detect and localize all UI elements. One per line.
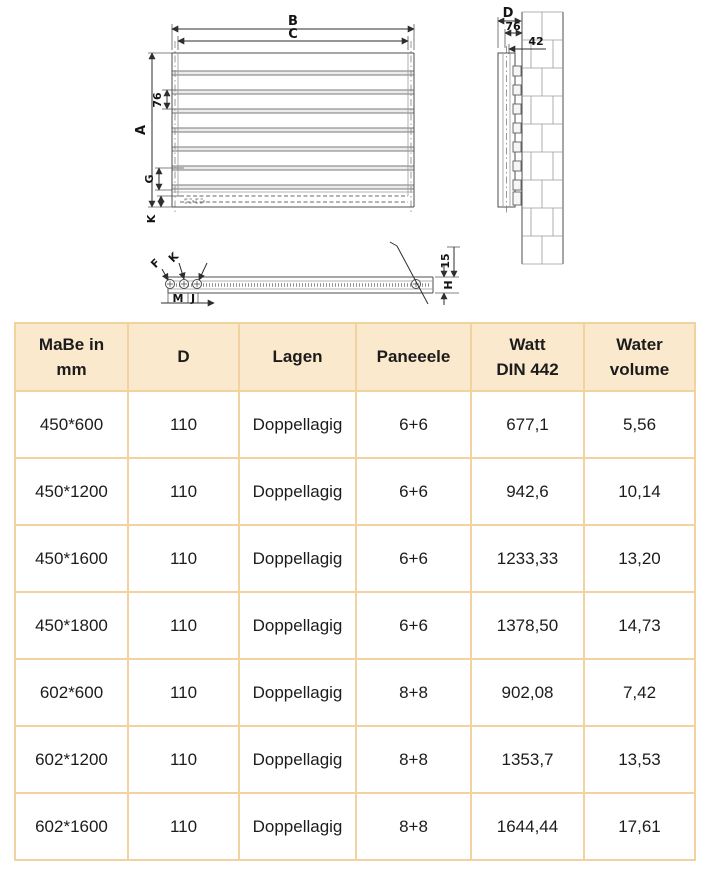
table-cell: 602*1200 bbox=[15, 726, 128, 793]
table-cell: Doppellagig bbox=[239, 458, 356, 525]
table-cell: 602*600 bbox=[15, 659, 128, 726]
table-cell: 8+8 bbox=[356, 793, 471, 860]
table-row bbox=[15, 659, 695, 726]
table-cell: 1644,44 bbox=[471, 793, 584, 860]
header-line: volume bbox=[609, 360, 670, 379]
table-cell: 1353,7 bbox=[471, 726, 584, 793]
table-cell: Doppellagig bbox=[239, 726, 356, 793]
header-line: Water bbox=[616, 334, 663, 354]
table-cell: 902,08 bbox=[471, 659, 584, 726]
header-cell-paneele bbox=[356, 323, 471, 391]
table-cell: 6+6 bbox=[356, 458, 471, 525]
table-cell: Doppellagig bbox=[239, 525, 356, 592]
dim-label-k-bottom: K bbox=[165, 249, 182, 266]
table-cell: Doppellagig bbox=[239, 659, 356, 726]
table-cell: 6+6 bbox=[356, 391, 471, 458]
table-cell: 942,6 bbox=[471, 458, 584, 525]
table-cell: 450*600 bbox=[15, 391, 128, 458]
front-view bbox=[134, 14, 414, 223]
table-row bbox=[15, 726, 695, 793]
technical-drawing bbox=[0, 0, 708, 318]
table-cell: 5,56 bbox=[584, 391, 695, 458]
dim-label-c: C bbox=[288, 27, 298, 42]
table-cell: 110 bbox=[128, 458, 239, 525]
header-line: mm bbox=[56, 360, 87, 379]
dim-label-g: G bbox=[143, 174, 156, 184]
dim-label-b: B bbox=[288, 14, 298, 29]
dim-label-76-side: 76 bbox=[505, 20, 521, 33]
table-cell: 110 bbox=[128, 793, 239, 860]
table-cell: 110 bbox=[128, 592, 239, 659]
dim-label-k-front: K bbox=[145, 214, 158, 224]
table-cell: 13,53 bbox=[584, 726, 695, 793]
dim-label-j: J bbox=[190, 292, 196, 305]
header-row bbox=[15, 323, 695, 391]
table-row bbox=[15, 793, 695, 860]
dim-label-h: H bbox=[442, 280, 455, 290]
header-line: D bbox=[177, 347, 190, 367]
header-line: MaBe in bbox=[38, 334, 105, 354]
dim-label-a: A bbox=[134, 124, 149, 136]
header-line: Watt bbox=[509, 334, 546, 354]
table-cell: 8+8 bbox=[356, 726, 471, 793]
bottom-view bbox=[148, 242, 460, 305]
table-row bbox=[15, 592, 695, 659]
table-cell: Doppellagig bbox=[239, 391, 356, 458]
dim-label-f: F bbox=[148, 256, 163, 271]
table-cell: 450*1800 bbox=[15, 592, 128, 659]
table-cell: 110 bbox=[128, 391, 239, 458]
brick-wall bbox=[522, 12, 563, 264]
header-line: DIN 442 bbox=[496, 360, 559, 379]
table-row bbox=[15, 391, 695, 458]
dim-label-42: 42 bbox=[528, 35, 544, 48]
table-row bbox=[15, 458, 695, 525]
table-cell: 450*1600 bbox=[15, 525, 128, 592]
header-line: Lagen bbox=[272, 347, 323, 367]
table-row bbox=[15, 525, 695, 592]
table-cell: 13,20 bbox=[584, 525, 695, 592]
table-cell: 1233,33 bbox=[471, 525, 584, 592]
table-cell: 677,1 bbox=[471, 391, 584, 458]
table-cell: Doppellagig bbox=[239, 793, 356, 860]
table-cell: 10,14 bbox=[584, 458, 695, 525]
header-cell-volume bbox=[584, 323, 695, 391]
header-cell-d bbox=[128, 323, 239, 391]
header-line: Paneeele bbox=[376, 347, 451, 367]
table-cell: 8+8 bbox=[356, 659, 471, 726]
table-cell: 110 bbox=[128, 726, 239, 793]
header-cell-lagen bbox=[239, 323, 356, 391]
table-cell: 110 bbox=[128, 525, 239, 592]
table-cell: 17,61 bbox=[584, 793, 695, 860]
table-cell: 6+6 bbox=[356, 592, 471, 659]
header-cell-watt bbox=[471, 323, 584, 391]
side-view bbox=[498, 6, 563, 264]
spec-table bbox=[14, 322, 696, 861]
table-cell: 1378,50 bbox=[471, 592, 584, 659]
table-cell: 7,42 bbox=[584, 659, 695, 726]
table-cell: 14,73 bbox=[584, 592, 695, 659]
dim-label-m: M bbox=[172, 292, 184, 305]
header-cell-mabe bbox=[15, 323, 128, 391]
dim-label-76-front: 76 bbox=[151, 92, 164, 108]
dim-label-d: D bbox=[502, 6, 514, 21]
table-cell: Doppellagig bbox=[239, 592, 356, 659]
dim-label-15: 15 bbox=[439, 253, 452, 269]
table-cell: 450*1200 bbox=[15, 458, 128, 525]
table-cell: 6+6 bbox=[356, 525, 471, 592]
table-cell: 602*1600 bbox=[15, 793, 128, 860]
table-cell: 110 bbox=[128, 659, 239, 726]
